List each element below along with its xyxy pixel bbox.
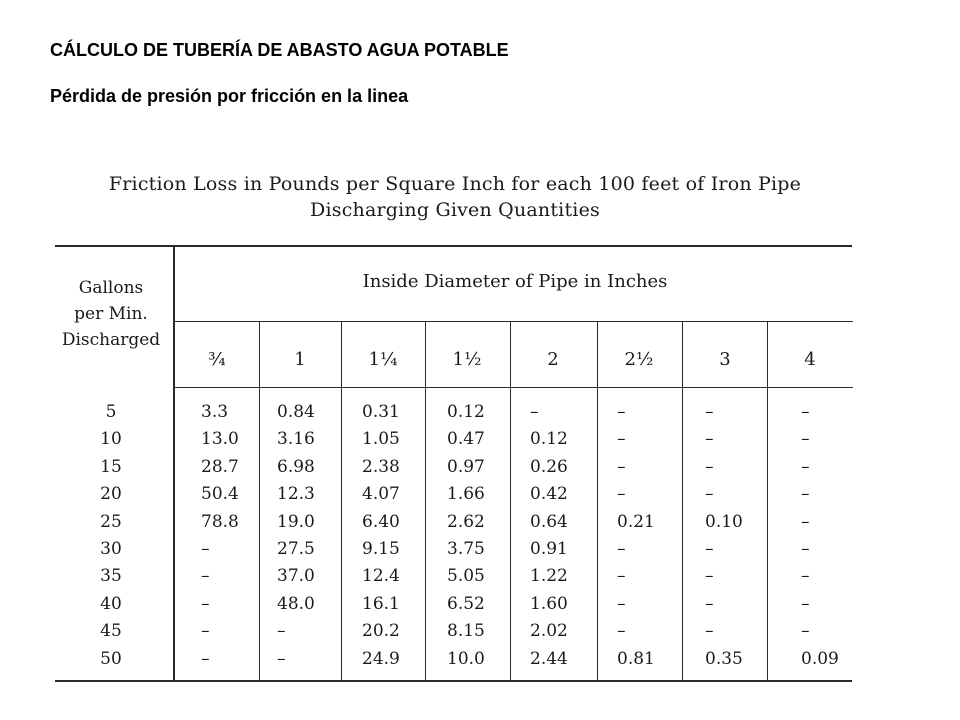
- friction-loss-cell: –: [705, 621, 714, 641]
- table-title-line-2: Discharging Given Quantities: [310, 199, 600, 221]
- friction-loss-cell: –: [801, 429, 810, 449]
- diameter-header: Inside Diameter of Pipe in Inches: [362, 271, 668, 292]
- friction-loss-cell: 0.42: [530, 484, 568, 504]
- pipe-size-header: 3: [719, 349, 731, 370]
- friction-loss-cell: 0.64: [530, 512, 568, 532]
- friction-loss-table-image: [55, 165, 855, 690]
- page-subtitle: Pérdida de presión por fricción en la linea: [50, 86, 409, 106]
- friction-loss-cell: –: [617, 594, 626, 614]
- friction-loss-cell: 3.75: [447, 539, 485, 559]
- friction-loss-cell: –: [705, 402, 714, 422]
- pipe-size-header: 1: [294, 349, 306, 370]
- friction-loss-cell: –: [530, 402, 539, 422]
- gpm-column-divider: [173, 247, 175, 680]
- friction-loss-cell: 0.31: [362, 402, 400, 422]
- friction-loss-cell: 1.22: [530, 566, 568, 586]
- friction-loss-cell: 0.10: [705, 512, 743, 532]
- gpm-cell: 35: [100, 566, 122, 586]
- friction-loss-cell: 0.47: [447, 429, 485, 449]
- page-title: CÁLCULO DE TUBERÍA DE ABASTO AGUA POTABLE: [50, 40, 509, 60]
- friction-loss-cell: –: [705, 566, 714, 586]
- gpm-column-header: [55, 275, 167, 353]
- friction-loss-cell: 0.26: [530, 457, 568, 477]
- friction-loss-cell: –: [801, 402, 810, 422]
- friction-loss-cell: 1.05: [362, 429, 400, 449]
- friction-loss-cell: 5.05: [447, 566, 485, 586]
- friction-loss-cell: –: [617, 402, 626, 422]
- gpm-cell: 5: [105, 402, 117, 422]
- gpm-cell: 50: [100, 649, 122, 669]
- pipe-size-header: 4: [804, 349, 816, 370]
- friction-loss-cell: –: [705, 429, 714, 449]
- friction-loss-cell: 6.98: [277, 457, 315, 477]
- friction-loss-cell: 78.8: [201, 512, 239, 532]
- friction-loss-cell: –: [705, 484, 714, 504]
- gpm-cell: 40: [100, 594, 122, 614]
- friction-loss-cell: 19.0: [277, 512, 315, 532]
- friction-loss-cell: 0.91: [530, 539, 568, 559]
- friction-loss-cell: –: [277, 649, 286, 669]
- friction-loss-cell: 20.2: [362, 621, 400, 641]
- pipe-size-header: 2: [547, 349, 559, 370]
- friction-loss-cell: 37.0: [277, 566, 315, 586]
- friction-loss-cell: –: [617, 484, 626, 504]
- gpm-cell: 30: [100, 539, 122, 559]
- gpm-cell: 45: [100, 621, 122, 641]
- gpm-header-line: Gallons: [78, 278, 144, 298]
- friction-loss-cell: 1.66: [447, 484, 485, 504]
- friction-loss-cell: 12.4: [362, 566, 400, 586]
- friction-loss-cell: –: [705, 594, 714, 614]
- pipe-size-header: 2½: [624, 349, 654, 370]
- friction-loss-cell: –: [801, 621, 810, 641]
- friction-loss-cell: –: [617, 539, 626, 559]
- gpm-cell: 25: [100, 512, 122, 532]
- friction-loss-cell: –: [201, 649, 210, 669]
- friction-loss-cell: 10.0: [447, 649, 485, 669]
- friction-loss-cell: –: [201, 594, 210, 614]
- gpm-header-line: Discharged: [61, 330, 161, 350]
- friction-loss-cell: 0.21: [617, 512, 655, 532]
- pipe-size-header: 1½: [452, 349, 482, 370]
- friction-loss-cell: 2.02: [530, 621, 568, 641]
- friction-loss-cell: 6.52: [447, 594, 485, 614]
- friction-loss-cell: 48.0: [277, 594, 315, 614]
- friction-loss-cell: 0.35: [705, 649, 743, 669]
- friction-loss-cell: –: [801, 539, 810, 559]
- friction-loss-cell: –: [201, 621, 210, 641]
- friction-loss-cell: –: [801, 457, 810, 477]
- friction-loss-cell: 6.40: [362, 512, 400, 532]
- friction-loss-cell: –: [201, 539, 210, 559]
- pipe-size-header: ¾: [208, 349, 226, 370]
- friction-loss-cell: 12.3: [277, 484, 315, 504]
- friction-loss-cell: 0.84: [277, 402, 315, 422]
- friction-loss-cell: 3.16: [277, 429, 315, 449]
- friction-loss-cell: 4.07: [362, 484, 400, 504]
- diameter-header-rule: [175, 321, 853, 322]
- friction-loss-cell: –: [801, 566, 810, 586]
- gpm-header-line: per Min.: [74, 304, 148, 324]
- friction-loss-cell: –: [617, 457, 626, 477]
- friction-loss-cell: –: [617, 429, 626, 449]
- friction-loss-cell: –: [617, 566, 626, 586]
- friction-loss-cell: 24.9: [362, 649, 400, 669]
- friction-loss-cell: 3.3: [201, 402, 229, 422]
- pipe-size-header: 1¼: [368, 349, 398, 370]
- column-divider: [597, 322, 598, 680]
- friction-loss-cell: –: [705, 457, 714, 477]
- friction-loss-cell: 28.7: [201, 457, 239, 477]
- friction-loss-cell: –: [801, 484, 810, 504]
- column-divider: [425, 322, 426, 680]
- friction-loss-cell: 0.81: [617, 649, 655, 669]
- friction-loss-cell: 27.5: [277, 539, 315, 559]
- gpm-cell: 15: [100, 457, 122, 477]
- friction-loss-cell: 8.15: [447, 621, 485, 641]
- friction-loss-cell: 9.15: [362, 539, 400, 559]
- friction-loss-cell: –: [617, 621, 626, 641]
- friction-loss-cell: 0.12: [530, 429, 568, 449]
- friction-loss-cell: –: [801, 594, 810, 614]
- friction-loss-cell: 2.62: [447, 512, 485, 532]
- friction-loss-cell: –: [705, 539, 714, 559]
- friction-loss-cell: 0.97: [447, 457, 485, 477]
- column-divider: [510, 322, 511, 680]
- friction-loss-cell: –: [201, 566, 210, 586]
- friction-loss-cell: 0.09: [801, 649, 839, 669]
- friction-loss-cell: 50.4: [201, 484, 239, 504]
- friction-loss-cell: –: [801, 512, 810, 532]
- friction-loss-cell: 2.38: [362, 457, 400, 477]
- column-divider: [341, 322, 342, 680]
- friction-loss-cell: 1.60: [530, 594, 568, 614]
- size-header-rule: [175, 387, 853, 388]
- column-divider: [767, 322, 768, 680]
- friction-loss-cell: 2.44: [530, 649, 568, 669]
- friction-loss-cell: 16.1: [362, 594, 400, 614]
- gpm-cell: 20: [100, 484, 122, 504]
- friction-loss-cell: –: [277, 621, 286, 641]
- column-divider: [682, 322, 683, 680]
- column-divider: [259, 322, 260, 680]
- friction-loss-cell: 0.12: [447, 402, 485, 422]
- table-bottom-rule: [55, 680, 852, 682]
- table-title-line-1: Friction Loss in Pounds per Square Inch for each 100 feet of Iron Pipe: [108, 173, 802, 195]
- friction-loss-cell: 13.0: [201, 429, 239, 449]
- gpm-cell: 10: [100, 429, 122, 449]
